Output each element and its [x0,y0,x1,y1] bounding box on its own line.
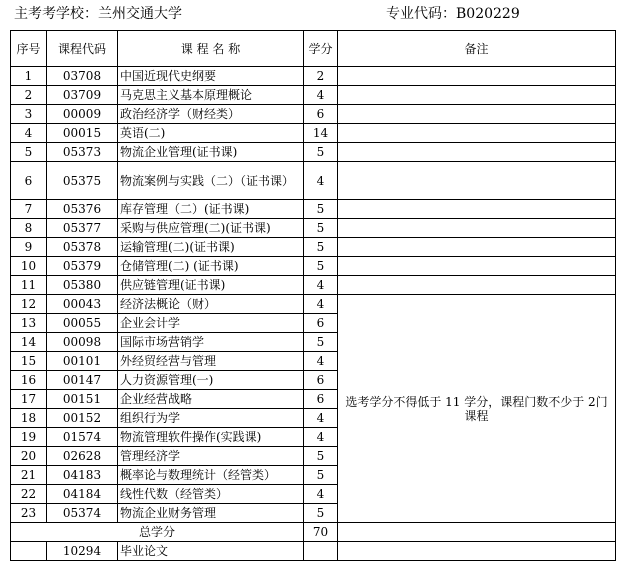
cell-code: 05376 [47,200,118,219]
cell-course-name: 采购与供应管理(二)(证书课) [118,219,304,238]
cell-credit: 4 [304,409,338,428]
cell-no: 10 [11,257,47,276]
cell-no: 19 [11,428,47,447]
cell-code: 00043 [47,295,118,314]
cell-course-name: 概率论与数理统计（经管类） [118,466,304,485]
cell-code: 00152 [47,409,118,428]
cell-no: 23 [11,504,47,523]
thesis-name: 毕业论文 [118,542,304,561]
table-header-row [11,31,616,67]
cell-note [338,143,616,162]
cell-course-name: 外经贸经营与管理 [118,352,304,371]
elective-note: 选考学分不得低于 11 学分，课程门数不少于 2门课程 [338,295,616,523]
cell-no: 9 [11,238,47,257]
cell-note [338,257,616,276]
cell-credit [304,542,338,561]
cell-course-name: 企业会计学 [118,314,304,333]
cell-note [338,67,616,86]
cell-no: 21 [11,466,47,485]
cell-course-name: 英语(二) [118,124,304,143]
total-credits-value: 70 [304,523,338,542]
cell-course-name: 国际市场营销学 [118,333,304,352]
cell-course-name: 中国近现代史纲要 [118,67,304,86]
table-row [11,67,616,86]
table-row [11,162,616,200]
cell-course-name: 物流企业财务管理 [118,504,304,523]
cell-no [11,542,47,561]
cell-code: 00055 [47,314,118,333]
cell-code: 05373 [47,143,118,162]
column-header-credit: 学分 [304,31,338,67]
cell-note [338,162,616,200]
cell-credit: 6 [304,390,338,409]
cell-code: 05375 [47,162,118,200]
cell-course-name: 政治经济学（财经类） [118,105,304,124]
cell-course-name: 经济法概论（财） [118,295,304,314]
table-row [11,219,616,238]
cell-no: 13 [11,314,47,333]
cell-credit: 4 [304,352,338,371]
table-row [11,238,616,257]
cell-credit: 5 [304,466,338,485]
cell-course-name: 供应链管理(证书课) [118,276,304,295]
cell-no: 18 [11,409,47,428]
cell-no: 11 [11,276,47,295]
cell-no: 1 [11,67,47,86]
cell-credit: 5 [304,504,338,523]
cell-code: 05380 [47,276,118,295]
cell-code: 00147 [47,371,118,390]
table-row [11,124,616,143]
cell-credit: 4 [304,162,338,200]
cell-note [338,86,616,105]
cell-course-name: 物流企业管理(证书课) [118,143,304,162]
cell-credit: 5 [304,219,338,238]
cell-credit: 5 [304,238,338,257]
page-header [0,0,619,30]
thesis-row [11,542,616,561]
column-header-no: 序号 [11,31,47,67]
cell-credit: 4 [304,295,338,314]
cell-no: 16 [11,371,47,390]
cell-credit: 6 [304,314,338,333]
cell-course-name: 物流管理软件操作(实践课) [118,428,304,447]
cell-credit: 6 [304,371,338,390]
cell-note [338,542,616,561]
total-row [11,523,616,542]
cell-no: 12 [11,295,47,314]
cell-code: 02628 [47,447,118,466]
cell-code: 05378 [47,238,118,257]
cell-course-name: 管理经济学 [118,447,304,466]
table-row [11,200,616,219]
table-row [11,86,616,105]
cell-course-name: 物流案例与实践（二）（证书课） [118,162,304,200]
cell-code: 03708 [47,67,118,86]
cell-code: 05379 [47,257,118,276]
cell-credit: 6 [304,105,338,124]
cell-no: 7 [11,200,47,219]
cell-course-name: 马克思主义基本原理概论 [118,86,304,105]
cell-no: 2 [11,86,47,105]
cell-note [338,124,616,143]
cell-course-name: 企业经营战略 [118,390,304,409]
cell-course-name: 仓储管理(二) (证书课) [118,257,304,276]
cell-no: 8 [11,219,47,238]
major-code-label: 专业代码：B020229 [386,6,520,22]
cell-note [338,523,616,542]
cell-no: 3 [11,105,47,124]
cell-code: 00015 [47,124,118,143]
cell-credit: 4 [304,86,338,105]
cell-note [338,238,616,257]
cell-code: 00098 [47,333,118,352]
cell-no: 6 [11,162,47,200]
table-row [11,276,616,295]
cell-credit: 14 [304,124,338,143]
cell-code: 03709 [47,86,118,105]
cell-code: 00101 [47,352,118,371]
cell-credit: 4 [304,428,338,447]
cell-note [338,105,616,124]
cell-course-name: 运输管理(二)(证书课) [118,238,304,257]
cell-no: 17 [11,390,47,409]
cell-course-name: 库存管理（二）(证书课) [118,200,304,219]
cell-note [338,200,616,219]
cell-credit: 5 [304,447,338,466]
cell-no: 20 [11,447,47,466]
cell-code: 05374 [47,504,118,523]
column-header-name: 课 程 名 称 [118,31,304,67]
cell-code: 05377 [47,219,118,238]
cell-course-name: 人力资源管理(一) [118,371,304,390]
table-row [11,257,616,276]
cell-no: 22 [11,485,47,504]
column-header-code: 课程代码 [47,31,118,67]
cell-course-name: 线性代数（经管类） [118,485,304,504]
cell-no: 4 [11,124,47,143]
column-header-note: 备注 [338,31,616,67]
thesis-code: 10294 [47,542,118,561]
cell-code: 04184 [47,485,118,504]
cell-no: 14 [11,333,47,352]
cell-credit: 2 [304,67,338,86]
cell-course-name: 组织行为学 [118,409,304,428]
table-row [11,295,616,314]
cell-credit: 5 [304,257,338,276]
total-credits-label: 总学分 [11,523,304,542]
table-row [11,105,616,124]
cell-credit: 4 [304,485,338,504]
school-label: 主考考学校：兰州交通大学 [14,6,182,22]
table-row [11,143,616,162]
cell-code: 00151 [47,390,118,409]
cell-no: 15 [11,352,47,371]
cell-note [338,276,616,295]
cell-credit: 5 [304,143,338,162]
cell-code: 04183 [47,466,118,485]
course-plan-table [10,30,616,561]
cell-credit: 4 [304,276,338,295]
cell-code: 01574 [47,428,118,447]
cell-credit: 5 [304,200,338,219]
cell-credit: 5 [304,333,338,352]
cell-code: 00009 [47,105,118,124]
cell-note [338,219,616,238]
cell-no: 5 [11,143,47,162]
